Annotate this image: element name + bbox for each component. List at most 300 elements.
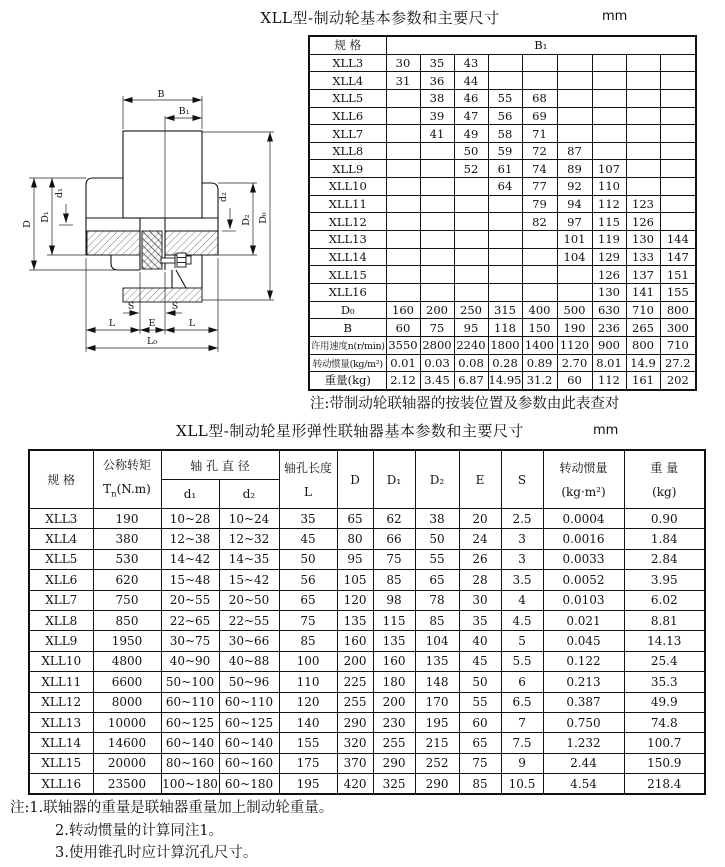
table-cell: 6600: [93, 672, 161, 692]
table-cell: XLL11: [29, 672, 93, 692]
table-cell: 0.0016: [543, 529, 624, 549]
table-cell: 225: [337, 672, 373, 692]
table-cell: [454, 231, 488, 249]
table-cell: 290: [337, 712, 373, 732]
table-cell: 14~35: [219, 549, 279, 569]
table-cell: 3: [501, 549, 543, 569]
table-cell: 20~55: [161, 590, 219, 610]
table2-header-row-1: [29, 450, 705, 480]
table-cell: [386, 125, 420, 143]
table-cell: 110: [592, 178, 626, 196]
table-cell: XLL9: [29, 631, 93, 651]
table2-notes: [10, 797, 333, 865]
table-cell: XLL8: [29, 610, 93, 630]
table-row: [309, 107, 696, 125]
table-cell: 135: [373, 631, 415, 651]
table-row: [309, 266, 696, 284]
table-cell: [626, 54, 660, 72]
table-row: [309, 231, 696, 249]
table-cell: 80~160: [161, 753, 219, 773]
table-cell: 14.95: [488, 372, 522, 390]
table-row: [29, 509, 705, 529]
table-cell: XLL3: [29, 509, 93, 529]
table-cell: 850: [93, 610, 161, 630]
table-cell: [557, 266, 592, 284]
table-cell: 0.0052: [543, 570, 624, 590]
table-cell: 8.81: [624, 610, 705, 630]
table-cell: XLL10: [309, 178, 386, 196]
elastomer-element: [142, 231, 162, 269]
table-cell: 65: [415, 570, 459, 590]
table-cell: 22~55: [219, 610, 279, 630]
table-cell: 40~90: [161, 651, 219, 671]
table-cell: 26: [459, 549, 501, 569]
table-cell: [522, 72, 557, 90]
table-cell: 2.84: [624, 549, 705, 569]
table-cell: 100.7: [624, 733, 705, 753]
table-cell: 61: [488, 160, 522, 178]
table-cell: 75: [279, 610, 337, 630]
table-cell: 85: [459, 774, 501, 795]
dim-label-B1: B₁: [178, 106, 190, 117]
table-cell: 14.9: [626, 354, 660, 372]
table-cell: 3550: [386, 336, 420, 354]
table-row: [29, 672, 705, 692]
table-cell: 135: [337, 610, 373, 630]
table-cell: 101: [557, 231, 592, 249]
table1-spec-header: 规 格: [309, 36, 386, 54]
table-cell: [660, 107, 696, 125]
table-cell: 65: [459, 733, 501, 753]
table-cell: [557, 54, 592, 72]
dim-S-left: [123, 272, 140, 334]
table-cell: 78: [415, 590, 459, 610]
table-cell: 9: [501, 753, 543, 773]
table-cell: XLL8: [309, 142, 386, 160]
table-cell: 64: [488, 178, 522, 196]
table-cell: 25.4: [624, 651, 705, 671]
table-cell: XLL4: [309, 72, 386, 90]
table-cell: [592, 107, 626, 125]
note-line-2: 2.转动惯量的计算同注1。: [55, 822, 224, 839]
note-line-1: 注:1.联轴器的重量是联轴器重量加上制动轮重量。: [10, 800, 334, 816]
table-cell: [660, 142, 696, 160]
table-row: [29, 529, 705, 549]
table-row: [309, 213, 696, 231]
table-cell: 87: [557, 142, 592, 160]
table-cell: 20: [459, 509, 501, 529]
table-cell: [454, 178, 488, 196]
table-row: [29, 753, 705, 773]
table-cell: 0.0004: [543, 509, 624, 529]
table-cell: 20~50: [219, 590, 279, 610]
table-cell: [386, 283, 420, 301]
table-cell: 31: [386, 72, 420, 90]
table-cell: 530: [93, 549, 161, 569]
th-weight-unit: (kg): [652, 484, 677, 499]
table-cell: 49.9: [624, 692, 705, 712]
table-cell: 140: [279, 712, 337, 732]
table-cell: [626, 160, 660, 178]
table-cell: 30: [386, 54, 420, 72]
table-cell: 82: [522, 213, 557, 231]
th-bore-length-sym: L: [304, 484, 312, 499]
table-cell: 0.03: [420, 354, 454, 372]
table-cell: 97: [557, 213, 592, 231]
table-cell: D₀: [309, 301, 386, 319]
table-cell: XLL7: [309, 125, 386, 143]
table-cell: 45: [279, 529, 337, 549]
dim-L0: [86, 336, 218, 348]
table-cell: 141: [626, 283, 660, 301]
table-cell: 0.387: [543, 692, 624, 712]
dim-label-S-left: S: [127, 301, 135, 312]
table1-note: 注:带制动轮联轴器的按装位置及参数由此表查对: [310, 396, 620, 412]
table-cell: [488, 248, 522, 266]
table-cell: XLL4: [29, 529, 93, 549]
table-cell: 290: [415, 774, 459, 795]
table-cell: [626, 125, 660, 143]
table-cell: 85: [415, 610, 459, 630]
table-cell: [386, 160, 420, 178]
table-cell: 75: [459, 753, 501, 773]
th-E: E: [459, 450, 501, 509]
table-cell: 39: [420, 107, 454, 125]
table-cell: XLL14: [309, 248, 386, 266]
table-row: [29, 570, 705, 590]
table-cell: [420, 142, 454, 160]
table-row: [29, 610, 705, 630]
table-cell: 130: [592, 283, 626, 301]
table-cell: [420, 195, 454, 213]
table-cell: XLL16: [29, 774, 93, 795]
table-cell: 60~110: [219, 692, 279, 712]
table-cell: [522, 54, 557, 72]
table-cell: 31.2: [522, 372, 557, 390]
table-cell: 118: [488, 319, 522, 337]
table-cell: 56: [279, 570, 337, 590]
dim-label-E: E: [148, 318, 156, 329]
table-cell: 20000: [93, 753, 161, 773]
table-cell: 60~125: [161, 712, 219, 732]
table-cell: 43: [454, 54, 488, 72]
table-cell: [386, 248, 420, 266]
table-cell: 0.01: [386, 354, 420, 372]
table-cell: 75: [373, 549, 415, 569]
torque-unit: (N.m): [116, 482, 151, 497]
table-cell: 52: [454, 160, 488, 178]
table-cell: 66: [373, 529, 415, 549]
table-cell: [454, 266, 488, 284]
table-cell: [488, 231, 522, 249]
table1-b1-header: B₁: [386, 36, 696, 54]
table-cell: 1800: [488, 336, 522, 354]
table-cell: 800: [660, 301, 696, 319]
table-cell: [557, 89, 592, 107]
table-cell: 74.8: [624, 712, 705, 732]
table1-unit-label: mm: [602, 9, 628, 24]
table-cell: [488, 54, 522, 72]
table-cell: [557, 125, 592, 143]
table-cell: [488, 266, 522, 284]
table-cell: [420, 231, 454, 249]
table-cell: 112: [592, 195, 626, 213]
table-cell: XLL16: [309, 283, 386, 301]
table-cell: 47: [454, 107, 488, 125]
table-cell: 7: [501, 712, 543, 732]
table-cell: [488, 213, 522, 231]
th-bore-diameter: 轴 孔 直 径: [161, 450, 279, 480]
table-cell: 41: [420, 125, 454, 143]
table-cell: 190: [93, 509, 161, 529]
table-cell: 161: [626, 372, 660, 390]
table-cell: 35.3: [624, 672, 705, 692]
table-cell: 40~88: [219, 651, 279, 671]
table-cell: 8.01: [592, 354, 626, 372]
table-cell: 107: [592, 160, 626, 178]
table-cell: 36: [420, 72, 454, 90]
table-cell: 89: [557, 160, 592, 178]
table-cell: 3.95: [624, 570, 705, 590]
table-cell: 195: [279, 774, 337, 795]
table-cell: 105: [337, 570, 373, 590]
table-row: [309, 125, 696, 143]
table-cell: 112: [592, 372, 626, 390]
table-cell: XLL15: [29, 753, 93, 773]
table-cell: 14600: [93, 733, 161, 753]
table-row: [309, 319, 696, 337]
table-cell: 50: [454, 142, 488, 160]
table-cell: 0.021: [543, 610, 624, 630]
table-cell: 115: [373, 610, 415, 630]
table-cell: 40: [459, 631, 501, 651]
dim-D0: [202, 132, 274, 300]
table-row: [309, 283, 696, 301]
table-cell: [660, 213, 696, 231]
table-cell: 65: [279, 590, 337, 610]
table-cell: 60~140: [219, 733, 279, 753]
table-cell: 126: [592, 266, 626, 284]
table-cell: 30~75: [161, 631, 219, 651]
table-cell: 200: [420, 301, 454, 319]
table-cell: 200: [373, 692, 415, 712]
table-cell: 119: [592, 231, 626, 249]
table-cell: 28: [459, 570, 501, 590]
th-weight-cn: 重 量: [650, 460, 679, 475]
table-cell: 15~48: [161, 570, 219, 590]
table-cell: 370: [337, 753, 373, 773]
table-cell: 55: [415, 549, 459, 569]
table-cell: 150: [522, 319, 557, 337]
table-cell: [522, 283, 557, 301]
table-cell: 8000: [93, 692, 161, 712]
table-cell: 115: [592, 213, 626, 231]
table-cell: [626, 72, 660, 90]
th-bore-length-cn: 轴孔长度: [284, 460, 333, 475]
table-cell: 800: [626, 336, 660, 354]
table-cell: XLL5: [309, 89, 386, 107]
table-cell: [522, 248, 557, 266]
table-cell: [386, 178, 420, 196]
table-cell: 190: [557, 319, 592, 337]
th-torque: [93, 450, 161, 509]
table-cell: [386, 89, 420, 107]
table-cell: 45: [459, 651, 501, 671]
table-cell: 620: [93, 570, 161, 590]
table-cell: [557, 283, 592, 301]
coupling-table: [28, 449, 706, 795]
table-cell: 104: [415, 631, 459, 651]
torque-symbol: T: [103, 482, 112, 497]
table-cell: 95: [337, 549, 373, 569]
th-torque-cn: 公称转矩: [102, 458, 151, 473]
table-cell: 126: [626, 213, 660, 231]
table-cell: XLL3: [309, 54, 386, 72]
table-cell: 14~42: [161, 549, 219, 569]
table-cell: [454, 283, 488, 301]
table-cell: 35: [279, 509, 337, 529]
th-bore-length: [279, 450, 337, 509]
table-cell: 65: [337, 509, 373, 529]
table-cell: 750: [93, 590, 161, 610]
table-cell: 74: [522, 160, 557, 178]
table-cell: [488, 195, 522, 213]
table-cell: [557, 107, 592, 125]
table-cell: 转动惯量(kg/m²): [309, 354, 386, 372]
th-weight: [624, 450, 705, 509]
table-cell: 2.70: [557, 354, 592, 372]
table-cell: [420, 266, 454, 284]
table-cell: 500: [557, 301, 592, 319]
table1-header-row: [309, 36, 696, 54]
table-cell: 5.5: [501, 651, 543, 671]
dim-B: [123, 89, 202, 129]
th-spec: 规 格: [29, 450, 93, 509]
table-cell: 129: [592, 248, 626, 266]
table-cell: 147: [660, 248, 696, 266]
th-D2: D₂: [415, 450, 459, 509]
table-cell: 180: [373, 672, 415, 692]
table-cell: 0.213: [543, 672, 624, 692]
table-cell: 1120: [557, 336, 592, 354]
table-cell: 710: [626, 301, 660, 319]
table-cell: 4: [501, 590, 543, 610]
table-cell: 236: [592, 319, 626, 337]
dim-label-d2: d₂: [218, 192, 229, 202]
table-cell: 218.4: [624, 774, 705, 795]
dim-d1: [54, 188, 73, 225]
table-cell: 72: [522, 142, 557, 160]
th-d2: d₂: [219, 480, 279, 509]
table-cell: 95: [454, 319, 488, 337]
table-cell: 35: [420, 54, 454, 72]
table-cell: 10~24: [219, 509, 279, 529]
th-inertia-unit: (kg·m²): [561, 484, 606, 499]
table-cell: 202: [660, 372, 696, 390]
table-cell: 10000: [93, 712, 161, 732]
dim-label-D0: D₀: [258, 212, 269, 224]
table-row: [29, 631, 705, 651]
table-cell: [660, 72, 696, 90]
table-cell: [386, 231, 420, 249]
table-cell: 265: [626, 319, 660, 337]
table-cell: 4.5: [501, 610, 543, 630]
table-cell: 68: [522, 89, 557, 107]
table-cell: 1950: [93, 631, 161, 651]
table-cell: 重量(kg): [309, 372, 386, 390]
table-cell: B: [309, 319, 386, 337]
table-cell: 23500: [93, 774, 161, 795]
table-cell: 120: [279, 692, 337, 712]
table-row: [309, 142, 696, 160]
table-row: [309, 160, 696, 178]
table-cell: 175: [279, 753, 337, 773]
dim-B1: [165, 106, 202, 231]
table-cell: [626, 107, 660, 125]
table-cell: 400: [522, 301, 557, 319]
table-cell: 15~42: [219, 570, 279, 590]
table-cell: [660, 125, 696, 143]
table-cell: 1.84: [624, 529, 705, 549]
table-cell: 250: [454, 301, 488, 319]
th-inertia-cn: 转动惯量: [559, 460, 608, 475]
table-cell: 2240: [454, 336, 488, 354]
table-cell: 315: [488, 301, 522, 319]
table-cell: 75: [420, 319, 454, 337]
table-cell: 55: [488, 89, 522, 107]
table-cell: [626, 142, 660, 160]
table-cell: 7.5: [501, 733, 543, 753]
table-cell: [386, 213, 420, 231]
table-cell: 200: [337, 651, 373, 671]
table-cell: 2.44: [543, 753, 624, 773]
brake-wheel-table: [308, 35, 697, 391]
dim-label-d1: d₁: [54, 188, 65, 198]
dim-label-L-left: L: [108, 318, 116, 329]
th-torque-sym: [94, 477, 161, 505]
table-cell: 46: [454, 89, 488, 107]
table-cell: XLL12: [29, 692, 93, 712]
table-cell: [454, 213, 488, 231]
table-cell: 1400: [522, 336, 557, 354]
table-cell: 14.13: [624, 631, 705, 651]
table-cell: XLL13: [29, 712, 93, 732]
table-cell: [420, 213, 454, 231]
torque-subscript: n: [111, 488, 117, 499]
table-cell: 6.5: [501, 692, 543, 712]
table-row: [309, 301, 696, 319]
table-cell: [626, 89, 660, 107]
table-cell: 255: [337, 692, 373, 712]
table-cell: 69: [522, 107, 557, 125]
table-cell: 60: [557, 372, 592, 390]
table-cell: 110: [279, 672, 337, 692]
table-cell: [386, 195, 420, 213]
table-cell: 85: [373, 570, 415, 590]
table-cell: 150.9: [624, 753, 705, 773]
table-cell: 0.0103: [543, 590, 624, 610]
table-cell: 6: [501, 672, 543, 692]
th-D: D: [337, 450, 373, 509]
dim-label-D: D: [22, 220, 33, 228]
table-cell: 60~160: [219, 753, 279, 773]
table-cell: 2.5: [501, 509, 543, 529]
table-cell: 62: [373, 509, 415, 529]
table-cell: 160: [386, 301, 420, 319]
table-cell: 2800: [420, 336, 454, 354]
table-cell: 5: [501, 631, 543, 651]
table-cell: [420, 160, 454, 178]
